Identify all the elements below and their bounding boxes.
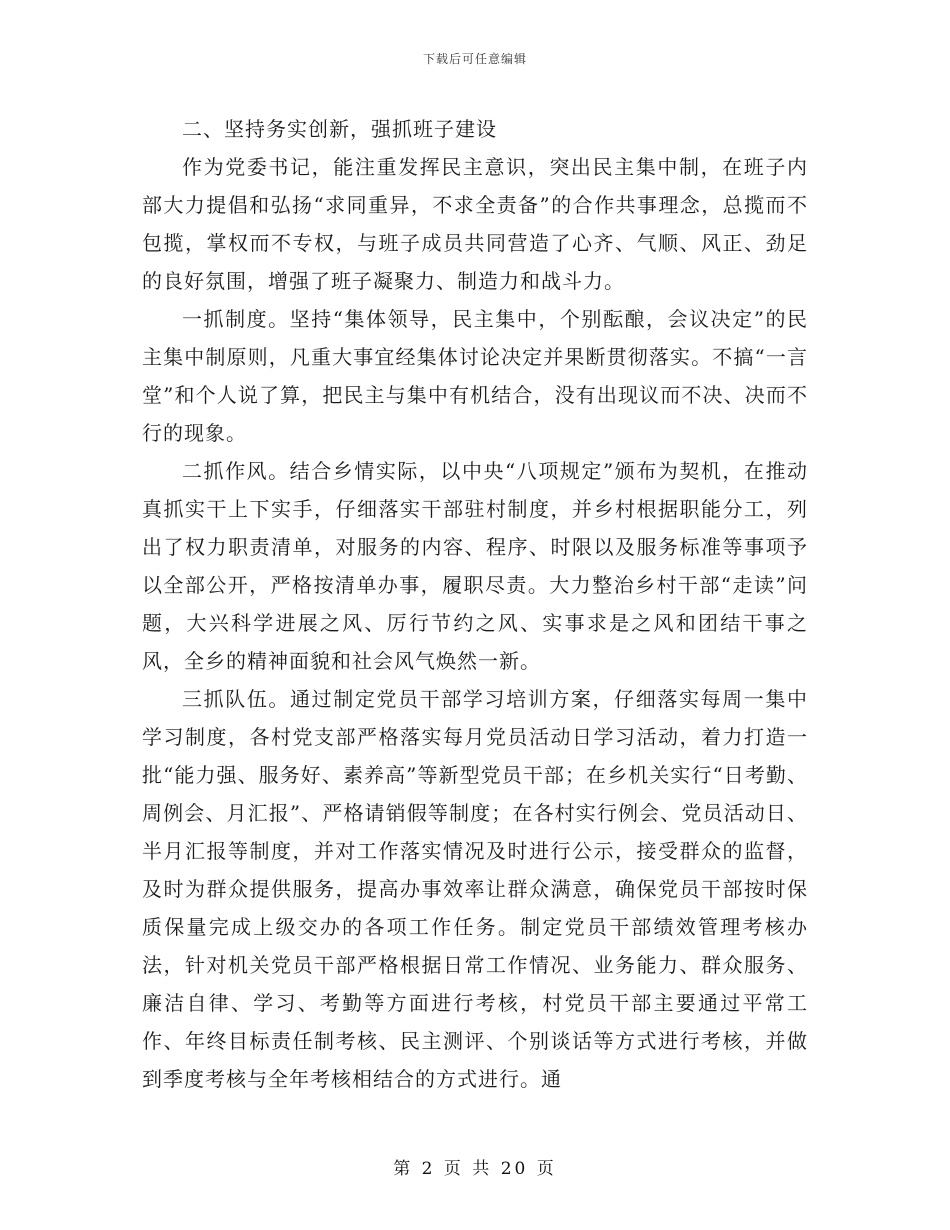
paragraph-intro: 作为党委书记，能注重发挥民主意识，突出民主集中制，在班子内部大力提倡和弘扬“求同重异，不求全责备”的合作共事理念，总揽而不包揽，掌权而不专权，与班子成员共同营造了心齐、气顺、风正、劲足的良好氛围，增强了班子凝聚力、制造力和战斗力。 [142, 155, 808, 293]
paragraph-system: 一抓制度。坚持“集体领导，民主集中，个别酝酿，会议决定”的民主集中制原则，凡重大事宜经集体讨论决定并果断贯彻落实。不搞“一言堂”和个人说了算，把民主与集中有机结合，没有出现议而不决、决而不行的现象。 [142, 307, 808, 445]
download-edit-note: 下载后可任意编辑 [422, 52, 527, 66]
document-body [142, 110, 808, 1098]
page-number: 第 2 页 共 20 页 [393, 1159, 557, 1179]
section-heading: 二、坚持务实创新，强抓班子建设 [182, 117, 497, 141]
paragraph-style: 二抓作风。结合乡情实际，以中央“八项规定”颁布为契机，在推动真抓实干上下实手，仔细落实干部驻村制度，并乡村根据职能分工，列出了权力职责清单，对服务的内容、程序、时限以及服务标准等事项予以全部公开，严格按清单办事，履职尽责。大力整治乡村干部“走读”问题，大兴科学进展之风、厉行节约之风、实事求是之风和团结干事之风，全乡的精神面貌和社会风气焕然一新。 [142, 459, 808, 673]
paragraph-team: 三抓队伍。通过制定党员干部学习培训方案，仔细落实每周一集中学习制度，各村党支部严格落实每月党员活动日学习活动，着力打造一批“能力强、服务好、素养高”等新型党员干部；在乡机关实行“日考勤、周例会、月汇报”、严格请销假等制度；在各村实行例会、党员活动日、半月汇报等制度，并对工作落实情况及时进行公示，接受群众的监督，及时为群众提供服务，提高办事效率让群众满意，确保党员干部按时保质保量完成上级交办的各项工作任务。制定党员干部绩效管理考核办法，针对机关党员干部严格根据日常工作情况、业务能力、群众服务、廉洁自律、学习、考勤等方面进行考核，村党员干部主要通过平常工作、年终目标责任制考核、民主测评、个别谈话等方式进行考核，并做到季度考核与全年考核相结合的方式进行。通 [142, 687, 808, 1091]
